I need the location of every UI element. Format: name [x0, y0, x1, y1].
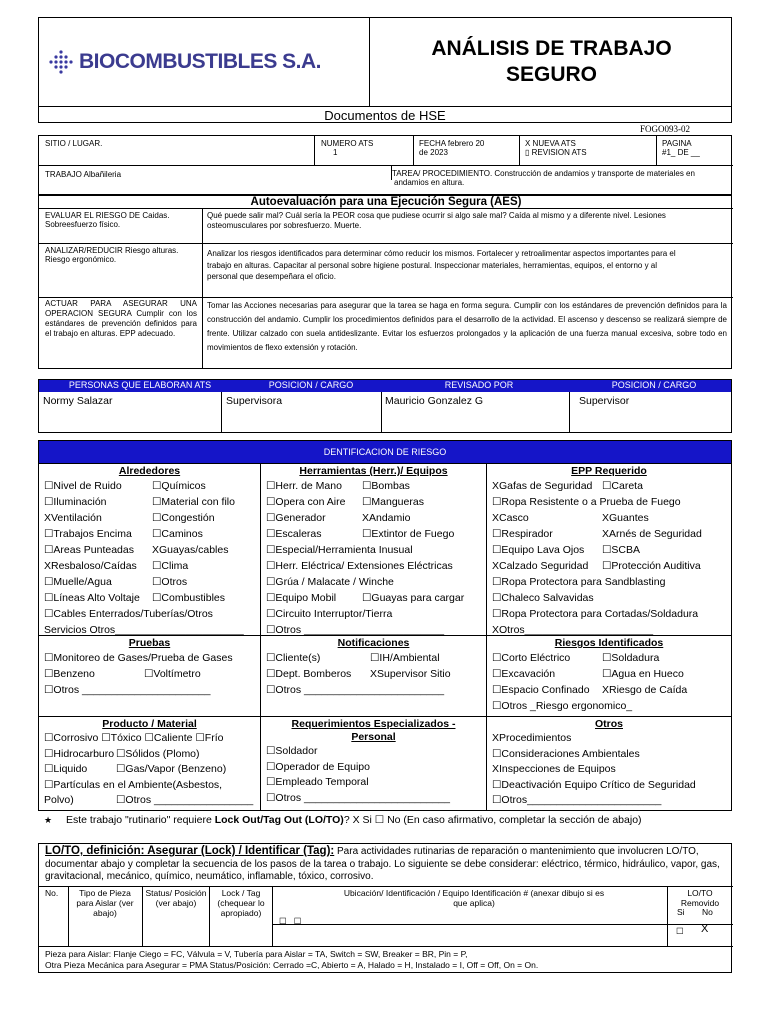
epp-title: EPP Requerido: [571, 465, 647, 477]
checkbox-item[interactable]: ☐Mangueras: [362, 496, 424, 508]
herramientas-item: [266, 510, 481, 526]
personas-header-2: POSICION / CARGO: [268, 380, 354, 390]
checkbox-item[interactable]: XGuantes: [602, 512, 649, 524]
notificaciones-col: [261, 636, 487, 716]
herramientas-col: [261, 464, 487, 635]
epp-item: [492, 590, 726, 606]
checkbox-item[interactable]: XGafas de Seguridad: [492, 480, 593, 492]
loto-col-status: Status/ Posición (ver abajo): [145, 888, 207, 908]
checkbox-item[interactable]: ☐Escaleras: [266, 528, 322, 540]
checkbox-item[interactable]: ☐Agua en Hueco: [602, 668, 684, 680]
checkbox-item[interactable]: ☐Iluminación: [44, 496, 107, 508]
riesgo-table: [38, 440, 732, 811]
header-box: [38, 17, 732, 106]
checkbox-item[interactable]: ☐Herr. Eléctrica/ Extensiones Eléctricas: [266, 560, 453, 572]
checkbox-item[interactable]: ☐Respirador: [492, 528, 553, 540]
personas-table: [38, 379, 732, 433]
aes-evaluar-left: EVALUAR EL RIESGO DE Caidas. Sobreesfuerzo físico.: [45, 211, 170, 229]
checkbox-item[interactable]: XVentilación: [44, 512, 102, 524]
herramientas-item: [266, 558, 481, 574]
trabajo: TRABAJO Albañileria: [45, 170, 122, 179]
alrededores-item: [44, 542, 255, 558]
loto-description: LO/TO, definición: Asegurar (Lock) / Identificar (Tag): Para actividades rutinarias de reparación o mantenimiento que involucren LO/TO, documentar abajo y completar la secuencia de los pasos de la tarea o trabajo. Lo siguiente se debe considerar: eléctrico, térmico, hidráulico, vapor, gas, gravitacional, mecánico, químico, neumático, inflamable, tóxico, corrosivo.: [45, 845, 720, 882]
revision-ats-checkbox[interactable]: ▯ REVISION ATS: [525, 148, 587, 157]
checkbox-item[interactable]: ☐Protección Auditiva: [602, 560, 701, 572]
checkbox-item[interactable]: ☐Otros _________________________: [266, 791, 450, 804]
checkbox-item[interactable]: ☐Partículas en el Ambiente(Asbestos,: [44, 778, 223, 791]
checkbox-item[interactable]: ☐Otros_______________________: [492, 794, 662, 806]
requerimientos-col: [261, 717, 487, 811]
numero-ats: NUMERO ATS 1: [321, 139, 374, 157]
checkbox-item[interactable]: ☐Espacio Confinado: [492, 684, 590, 696]
sitio-label: SITIO / LUGAR.: [45, 139, 103, 148]
persona-revisa-cargo: Supervisor: [579, 395, 630, 407]
checkbox-item[interactable]: ☐Cliente(s): [266, 652, 321, 664]
checkbox-item[interactable]: ☐Equipo Mobil: [266, 592, 337, 604]
numero-ats-value: 1: [333, 148, 338, 157]
alrededores-item: [44, 510, 255, 526]
subtitle: Documentos de HSE: [324, 108, 446, 123]
checkbox-item[interactable]: ☐Corrosivo ☐Tóxico ☐Caliente ☐Frío: [44, 732, 224, 744]
checkbox-item[interactable]: ☐Careta: [602, 480, 643, 492]
requerimientos-item: [266, 744, 481, 760]
herramientas-item: [266, 590, 481, 606]
riesgo-block-1: [39, 463, 731, 636]
loto-removed-si-checkbox[interactable]: ☐: [676, 926, 684, 936]
checkbox-item[interactable]: XInspecciones de Equipos: [492, 763, 616, 775]
loto-lock-checkboxes[interactable]: ☐ ☐: [279, 916, 302, 926]
riesgos_ident-item: [492, 682, 726, 698]
herramientas-title: Herramientas (Herr.)/ Equipos: [299, 465, 448, 477]
checkbox-item[interactable]: ☐Trabajos Encima: [44, 528, 132, 540]
checkbox-item[interactable]: ☐Congestión: [152, 512, 215, 524]
checkbox-item[interactable]: ☐Empleado Temporal: [266, 776, 369, 788]
loto-col-removido: LO/TO Removido: [680, 888, 720, 908]
checkbox-item[interactable]: ☐Otros _________________: [116, 794, 254, 806]
riesgos_ident-item: [492, 698, 726, 714]
loto-removed-no-checkbox[interactable]: X: [701, 923, 709, 935]
logo-text: BIOCOMBUSTIBLES S.A.: [79, 50, 322, 73]
checkbox-item[interactable]: ☐Hidrocarburo: [44, 747, 115, 760]
checkbox-item[interactable]: ☐Ropa Resistente o a Prueba de Fuego: [492, 496, 681, 508]
epp-item: [492, 494, 726, 510]
checkbox-item[interactable]: ☐Líneas Alto Voltaje: [44, 592, 140, 604]
loto-footer-1: Pieza para Aislar: Flanje Ciego = FC, Válvula = V, Tubería para Aislar = TA, Switch = SW, Breaker = BR, Pin = P,: [45, 949, 468, 959]
aes-analizar-left: ANALIZAR/REDUCIR Riesgo alturas. Riesgo ergonómico.: [45, 246, 179, 264]
producto-item: [44, 793, 255, 809]
notificaciones-item: [266, 666, 481, 682]
checkbox-item[interactable]: Servicios Otros______________________: [44, 624, 244, 636]
checkbox-item[interactable]: ☐Ropa Protectora para Cortadas/Soldadura: [492, 608, 699, 620]
riesgos_ident-item: [492, 650, 726, 666]
herramientas-item: [266, 494, 481, 510]
checkbox-item[interactable]: ☐Químicos: [152, 480, 206, 492]
checkbox-item[interactable]: ☐Dept. Bomberos: [266, 668, 352, 680]
alrededores-item: [44, 526, 255, 542]
persona-elabora-cargo: Supervisora: [226, 395, 283, 407]
checkbox-item[interactable]: ☐Areas Punteadas: [44, 544, 134, 556]
checkbox-item[interactable]: XOtros______________________: [492, 624, 654, 636]
requerimientos-item: [266, 791, 481, 807]
biocombustibles-logo-icon: [47, 49, 75, 75]
checkbox-item[interactable]: ☐Otros _Riesgo ergonomico_: [492, 700, 633, 712]
epp-item: [492, 558, 726, 574]
riesgos-identificados-title: Riesgos Identificados: [554, 637, 664, 649]
pruebas-item: [44, 666, 255, 682]
requerimientos-item: [266, 760, 481, 776]
loto-removido-si: Si: [677, 907, 685, 917]
checkbox-item[interactable]: ☐Otros: [152, 576, 188, 588]
checkbox-item[interactable]: XGuayas/cables: [152, 544, 229, 556]
alrededores-col: [39, 464, 261, 635]
checkbox-item[interactable]: ☐Operador de Equipo: [266, 760, 370, 773]
checkbox-item[interactable]: ☐Guayas para cargar: [362, 592, 465, 604]
checkbox-item[interactable]: ☐Cables Enterrados/Tuberías/Otros: [44, 608, 213, 620]
checkbox-item[interactable]: ☐Material con filo: [152, 496, 235, 508]
herramientas-item: [266, 606, 481, 622]
checkbox-item[interactable]: ☐Caminos: [152, 528, 203, 540]
checkbox-item[interactable]: ☐Liquido: [44, 763, 88, 775]
fecha: FECHA febrero 20 de 2023: [419, 139, 485, 157]
aes-evaluar-right: Qué puede salir mal? Cuál sería la PEOR cosa que pudiese ocurrir si algo sale mal? Caída al mismo y a diferente nivel. Lesiones osteomusculares por sobresfuerzo. Muerte.: [207, 211, 666, 230]
notificaciones-title: Notificaciones: [337, 637, 410, 649]
otros-item: [492, 793, 726, 809]
pruebas-item: [44, 682, 255, 698]
checkbox-item[interactable]: ☐Bombas: [362, 480, 410, 492]
checkbox-item[interactable]: ☐Otros ________________________: [266, 624, 445, 636]
page-title: [370, 36, 733, 88]
epp-item: [492, 542, 726, 558]
page-title-line1: ANÁLISIS DE TRABAJO: [431, 37, 672, 60]
epp-item: [492, 510, 726, 526]
pruebas-title: Pruebas: [128, 637, 171, 649]
alrededores-item: [44, 590, 255, 606]
checkbox-item[interactable]: ☐Corto Eléctrico: [492, 652, 571, 664]
checkbox-item[interactable]: ☐Benzeno: [44, 668, 95, 680]
rutinario-question: ★ Este trabajo "rutinario" requiere Lock Out/Tag Out (LO/TO)? X Si ☐ No (En caso afirmativo, completar la sección de abajo): [44, 814, 642, 826]
producto-item: [44, 747, 255, 763]
checkbox-item[interactable]: ☐Clima: [152, 560, 189, 572]
epp-item: [492, 526, 726, 542]
riesgos-identificados-col: [487, 636, 731, 716]
checkbox-item[interactable]: XCasco: [492, 512, 529, 524]
pagina: PAGINA #1_ DE __: [662, 139, 700, 157]
ats-type: [525, 139, 587, 157]
persona-revisa: Mauricio Gonzalez G: [385, 395, 484, 407]
loto-col-tipo: Tipo de Pieza para Aislar (ver abajo): [76, 888, 134, 918]
personas-header-4: POSICION / CARGO: [611, 380, 697, 390]
checkbox-item[interactable]: ☐Generador: [266, 512, 326, 524]
checkbox-item[interactable]: XArnés de Seguridad: [602, 528, 702, 540]
checkbox-item[interactable]: ☐Extintor de Fuego: [362, 528, 455, 540]
loto-removido-no: No: [702, 907, 713, 917]
personas-header: [39, 380, 731, 392]
loto-title: LO/TO, definición: Asegurar (Lock) / Identificar (Tag):: [45, 845, 335, 857]
persona-elabora: Normy Salazar: [43, 395, 113, 407]
aes-analizar-right: Analizar los riesgos identificados para determinar cómo reducir los mismos. Fortalecer y retroalimentar aspectos importantes para el trabajo en alturas. Capacitar al personal sobre higiene postural. Inspeccionar materiales, herramientas, equipos, el entorno y al personal que desempeñara el oficio.: [207, 249, 676, 281]
checkbox-item[interactable]: ☐Deactivación Equipo Crítico de Seguridad: [492, 778, 696, 791]
checkbox-item[interactable]: ☐Muelle/Agua: [44, 576, 112, 588]
riesgos_ident-item: [492, 666, 726, 682]
epp-col: [487, 464, 731, 635]
otros-item: [492, 762, 726, 778]
checkbox-item[interactable]: XResbaloso/Caídas: [44, 560, 137, 572]
loto-col-no: No.: [45, 888, 59, 898]
producto-title: Producto / Material: [102, 718, 197, 730]
form-code: FOGO093-02: [640, 124, 691, 134]
aes-table: [38, 195, 732, 369]
producto-item: [44, 731, 255, 747]
personas-header-3: REVISADO POR: [444, 380, 514, 390]
requerimientos-title: Requerimientos Especializados - Personal: [291, 718, 456, 743]
pruebas-col: [39, 636, 261, 716]
riesgo-block-2: [39, 636, 731, 717]
alrededores-item: [44, 606, 255, 622]
checkbox-item[interactable]: XRiesgo de Caída: [602, 684, 688, 696]
checkbox-item[interactable]: ☐Monitoreo de Gases/Prueba de Gases: [44, 652, 233, 664]
logo: [47, 44, 337, 80]
checkbox-item[interactable]: ☐Equipo Lava Ojos: [492, 544, 585, 556]
checkbox-item[interactable]: ☐Consideraciones Ambientales: [492, 747, 640, 760]
subtitle-bar: [38, 106, 732, 123]
checkbox-item[interactable]: ☐Opera con Aire: [266, 496, 346, 508]
loto-col-lock: Lock / Tag (chequear lo apropiado): [217, 888, 265, 918]
checkbox-item[interactable]: ☐Nivel de Ruido: [44, 480, 122, 492]
notificaciones-item: [266, 650, 481, 666]
epp-item: [492, 574, 726, 590]
alrededores-item: [44, 574, 255, 590]
herramientas-item: [266, 478, 481, 494]
herramientas-item: [266, 526, 481, 542]
otros-item: [492, 778, 726, 794]
checkbox-item[interactable]: ☐Sólidos (Plomo): [116, 747, 200, 760]
checkbox-item[interactable]: ☐Chaleco Salvavidas: [492, 592, 594, 604]
checkbox-item[interactable]: ☐Gas/Vapor (Benzeno): [116, 763, 227, 775]
herramientas-item: [266, 542, 481, 558]
checkbox-item[interactable]: ☐Otros ______________________: [44, 684, 211, 696]
star-icon: ★: [44, 815, 53, 825]
rutinario-options[interactable]: ? X Si ☐ No (En caso afirmativo, completar la sección de abajo): [343, 814, 642, 826]
checkbox-item[interactable]: ☐Ropa Protectora para Sandblasting: [492, 576, 666, 588]
riesgo-block-3: [39, 717, 731, 811]
checkbox-item[interactable]: ☐Grúa / Malacate / Winche: [266, 576, 394, 588]
aes-title: Autoevaluación para una Ejecución Segura (AES): [39, 196, 733, 209]
aes-actuar-left: ACTUAR PARA ASEGURAR UNA OPERACION SEGURA Cumplir con los estándares de prevención definidos para el trabajo en alturas. EPP adecuado.: [45, 299, 197, 338]
producto-item: [44, 762, 255, 778]
loto-table: [38, 843, 732, 973]
herramientas-item: [266, 574, 481, 590]
info-table: [38, 135, 732, 195]
alrededores-title: Alrededores: [118, 465, 181, 477]
checkbox-item[interactable]: ☐Combustibles: [152, 592, 226, 604]
requerimientos-item: [266, 775, 481, 791]
nueva-ats-checkbox[interactable]: X NUEVA ATS: [525, 139, 576, 148]
checkbox-item[interactable]: ☐SCBA: [602, 544, 641, 556]
aes-actuar-right: Tomar las Acciones necesarias para asegurar que la tarea se haga en forma segura. Cumplir con los estándares de prevención definidos para la construcción del andamio. Cumplir los procedimientos definidos para el desarrollo de la actividad. El ascenso y descenso se realizará siempre de frente. Utilizar calzado con suela antideslizante. Evitar los esfuerzos prolongados y la aplicación de una fuerza manual excesiva, sobre todo en movimientos de flexo extensión y rotación.: [207, 301, 727, 352]
producto-item: [44, 778, 255, 794]
epp-item: [492, 478, 726, 494]
otros-col: [487, 717, 731, 811]
loto-footer-2: Otra Pieza Mecánica para Asegurar = PMA Status/Posición: Cerrado =C, Abierto = A, Halado = H, Instalado = I, Off = Off, On = On.: [45, 960, 539, 970]
otros-item: [492, 731, 726, 747]
checkbox-item[interactable]: XSupervisor Sitio: [370, 668, 451, 680]
checkbox-item[interactable]: XProcedimientos: [492, 732, 572, 744]
checkbox-item[interactable]: XCalzado Seguridad: [492, 560, 589, 572]
loto-col-ubicacion: Ubicación/ Identificación / Equipo Identificación # (anexar dibujo si es que aplica): [343, 888, 605, 908]
checkbox-item[interactable]: ☐Soldador: [266, 745, 318, 757]
alrededores-item: [44, 558, 255, 574]
checkbox-item[interactable]: ☐Especial/Herramienta Inusual: [266, 544, 413, 556]
pruebas-item: [44, 650, 255, 666]
alrededores-item: [44, 494, 255, 510]
checkbox-item[interactable]: XAndamio: [362, 512, 411, 524]
epp-item: [492, 606, 726, 622]
checkbox-item[interactable]: ☐Soldadura: [602, 652, 660, 664]
checkbox-item[interactable]: ☐IH/Ambiental: [370, 652, 440, 664]
otros-item: [492, 747, 726, 763]
checkbox-item[interactable]: ☐Voltímetro: [144, 668, 201, 680]
otros-title: Otros: [594, 718, 623, 730]
alrededores-item: [44, 478, 255, 494]
notificaciones-item: [266, 682, 481, 698]
page-title-line2: SEGURO: [505, 63, 597, 86]
checkbox-item[interactable]: ☐Otros ________________________: [266, 684, 445, 696]
riesgo-band: DENTIFICACION DE RIESGO: [39, 441, 731, 463]
checkbox-item[interactable]: Polvo): [44, 794, 74, 806]
personas-header-1: PERSONAS QUE ELABORAN ATS: [68, 380, 212, 390]
checkbox-item[interactable]: ☐Circuito Interruptor/Tierra: [266, 608, 393, 620]
checkbox-item[interactable]: ☐Excavación: [492, 668, 556, 680]
checkbox-item[interactable]: ☐Herr. de Mano: [266, 480, 342, 492]
producto-col: [39, 717, 261, 811]
tarea: TAREA/ PROCEDIMIENTO. Construcción de andamios y transporte de materiales en andamios en altura.: [392, 169, 695, 187]
